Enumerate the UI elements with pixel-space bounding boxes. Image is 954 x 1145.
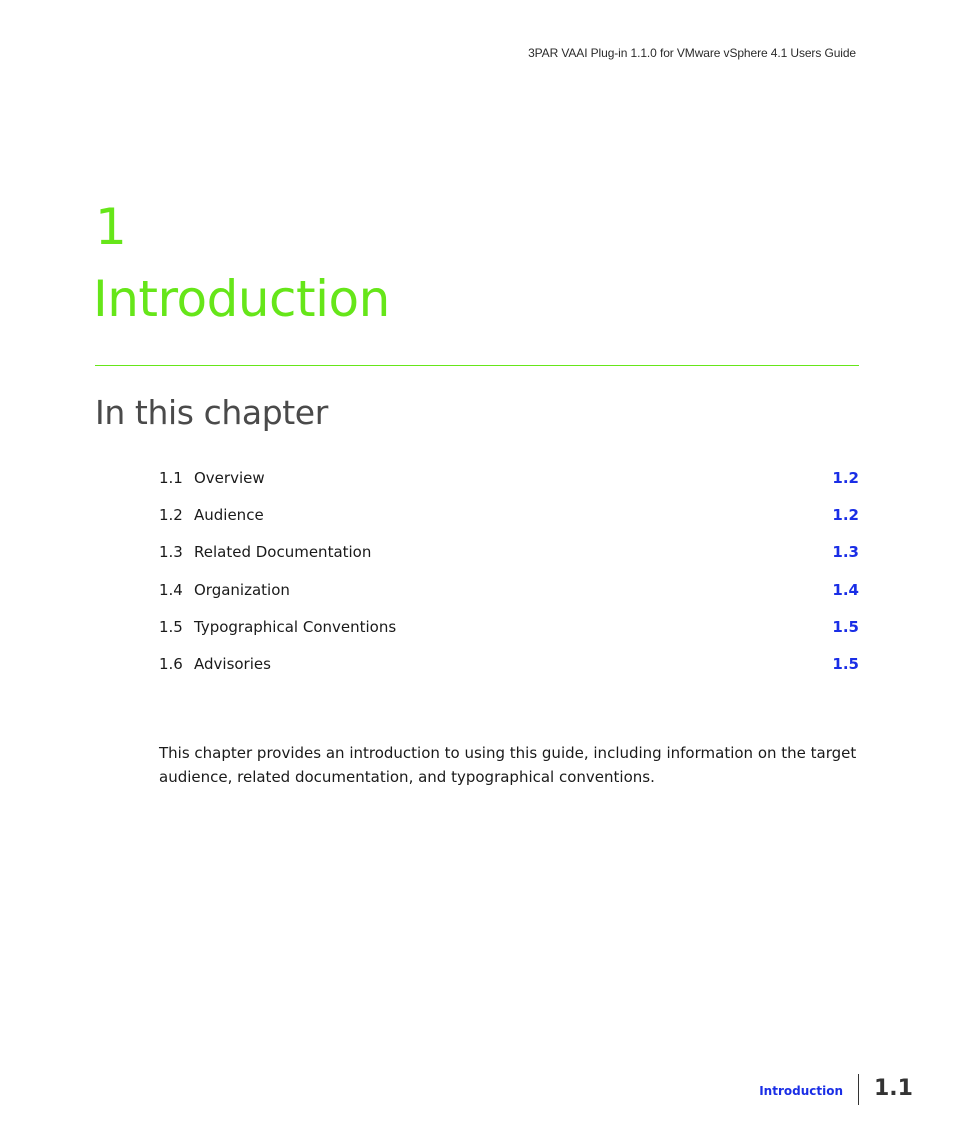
toc-entry-label: Overview	[194, 469, 265, 487]
footer-page-number: 1.1	[874, 1076, 913, 1101]
toc-entry-label: Advisories	[194, 654, 271, 673]
section-heading: In this chapter	[95, 393, 328, 432]
chapter-title: Introduction	[93, 270, 390, 328]
toc-entry-organization[interactable]	[159, 578, 859, 615]
toc-entry-number: 1.4	[159, 580, 183, 599]
toc-entry-page-link[interactable]: 1.4	[832, 580, 859, 599]
toc-entry-label: Related Documentation	[194, 543, 372, 562]
toc-entry-number: 1.2	[159, 506, 183, 525]
chapter-divider	[95, 365, 859, 366]
toc-entry-label: Organization	[194, 580, 290, 599]
toc-entry-related-documentation[interactable]	[159, 540, 859, 577]
toc-entry-number: 1.6	[159, 654, 183, 673]
toc-entry-audience[interactable]	[159, 503, 859, 540]
toc-entry-page-link[interactable]: 1.5	[832, 617, 859, 636]
chapter-number: 1	[95, 198, 127, 256]
footer-divider	[858, 1074, 859, 1105]
chapter-toc	[159, 466, 859, 689]
footer-section-name: Introduction	[759, 1084, 843, 1098]
toc-entry-page-link[interactable]: 1.5	[832, 654, 859, 673]
toc-entry-number: 1.3	[159, 543, 183, 562]
toc-entry-typographical-conventions[interactable]	[159, 615, 859, 652]
toc-entry-page-link[interactable]: 1.2	[832, 506, 859, 525]
intro-paragraph: This chapter provides an introduction to using this guide, including information on the target audience, related documentation, and typographical conventions.	[159, 744, 857, 786]
toc-entry-label: Audience	[194, 506, 264, 525]
toc-entry-overview[interactable]	[159, 466, 859, 503]
toc-entry-page-link[interactable]: 1.3	[832, 543, 859, 562]
toc-entry-page-link[interactable]: 1.2	[832, 469, 859, 487]
toc-entry-number: 1.1	[159, 469, 183, 487]
running-header: 3PAR VAAI Plug-in 1.1.0 for VMware vSphere 4.1 Users Guide	[528, 46, 856, 60]
toc-entry-number: 1.5	[159, 617, 183, 636]
toc-entry-label: Typographical Conventions	[194, 617, 397, 636]
toc-entry-advisories[interactable]	[159, 652, 859, 689]
